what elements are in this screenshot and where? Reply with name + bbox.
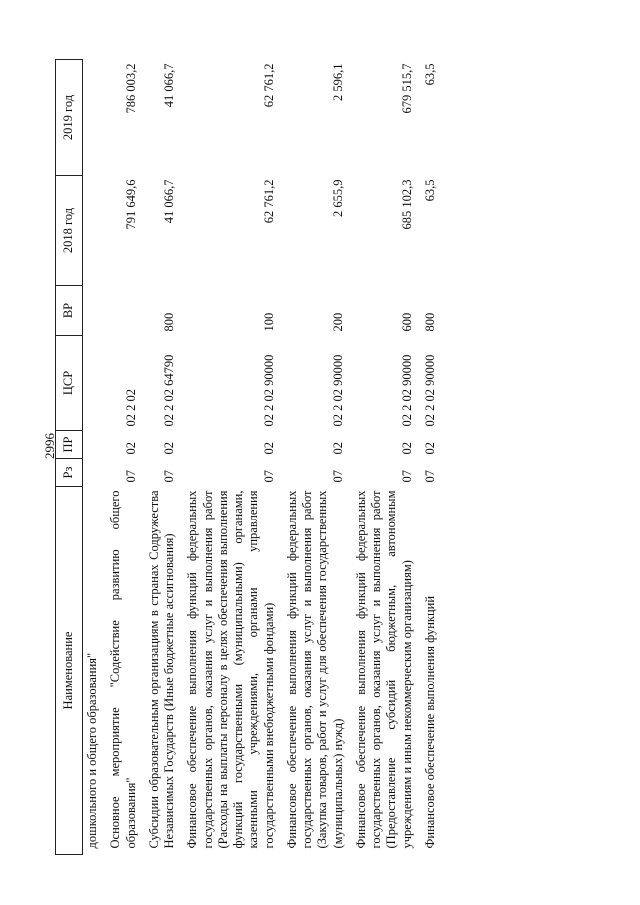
table-row (350, 60, 419, 855)
col-header-rz: Рз (56, 459, 83, 487)
cell-pr: 02 (330, 442, 345, 455)
cell-name: Основное мероприятие "Содействие развитию общего образования" (108, 490, 138, 849)
cell-name: Финансовое обеспечение выполнения функций федеральных государственных органов, оказания услуг и выполнения работ (Закупка товаров, работ и услуг для обеспечения государственных (муниципальных) нужд) (284, 490, 345, 849)
col-header-2019: 2019 год (56, 60, 83, 176)
table-row (281, 60, 350, 855)
cell-rz: 07 (399, 470, 414, 483)
budget-table (55, 59, 442, 855)
cell-2018: 685 102,3 (399, 179, 414, 230)
table-header (56, 60, 83, 855)
col-header-pr: ПР (56, 431, 83, 459)
cell-csr: 02 2 02 90000 (330, 354, 345, 427)
cell-pr: 02 (162, 442, 176, 455)
table-row (181, 60, 281, 855)
table-row (83, 60, 105, 855)
cell-rz: 07 (162, 470, 176, 483)
cell-vr: 200 (330, 312, 345, 332)
cell-vr: 800 (162, 312, 176, 332)
cell-2019: 41 066,7 (162, 63, 176, 108)
cell-2018: 2 655,9 (330, 179, 345, 217)
cell-vr: 800 (422, 312, 437, 332)
cell-csr: 02 2 02 90000 (399, 354, 414, 427)
cell-name: Финансовое обеспечение выполнения функций федеральных государственных органов, оказания услуг и выполнения работ (Расходы на выплаты персоналу в целях обеспечения выполнения функций государственными (муниципальными) органами, казенными учреждениями, органами управления государственными внебюджетными фондами) (185, 490, 276, 849)
cell-csr: 02 2 02 (123, 389, 138, 427)
cell-2019: 2 596,1 (330, 63, 345, 101)
cell-2018: 791 649,6 (123, 179, 138, 230)
cell-pr: 02 (123, 442, 138, 455)
cell-rz: 07 (123, 470, 138, 483)
cell-csr: 02 2 02 90000 (422, 354, 437, 427)
cell-csr: 02 2 02 64790 (162, 354, 176, 427)
col-header-2018: 2018 год (56, 176, 83, 286)
col-header-name: Наименование (56, 487, 83, 855)
cell-2018 (83, 176, 105, 286)
cell-2019: 63,5 (422, 63, 437, 86)
cell-2019: 786 003,2 (123, 63, 138, 114)
cell-rz: 07 (422, 470, 437, 483)
cell-pr (83, 431, 105, 459)
cell-name: Субсидии образовательным организациям в странах Содружества Независимых Государств (Иные бюджетные ассигнования) (146, 490, 176, 849)
cell-rz (83, 459, 105, 487)
cell-2018: 41 066,7 (162, 179, 176, 224)
rotated-table-container (55, 60, 595, 855)
cell-name: дошкольного и общего образования" (85, 652, 99, 849)
table-row (419, 60, 442, 855)
cell-pr: 02 (261, 442, 276, 455)
cell-2018: 63,5 (422, 179, 437, 202)
cell-rz: 07 (261, 470, 276, 483)
cell-vr: 100 (261, 312, 276, 332)
cell-2019: 62 761,2 (261, 63, 276, 108)
cell-name: Финансовое обеспечение выполнения функций федеральных государственных органов, оказания услуг и выполнения работ (Предоставление субсидий бюджетным, автономным учреждениям и иным некоммерческим организациям) (353, 490, 414, 849)
cell-vr (104, 286, 143, 336)
table-body (83, 60, 443, 855)
cell-2018: 62 761,2 (261, 179, 276, 224)
col-header-vr: ВР (56, 286, 83, 336)
cell-pr: 02 (399, 442, 414, 455)
cell-pr: 02 (422, 442, 437, 455)
cell-name: Финансовое обеспечение выполнения функций (422, 595, 437, 849)
cell-vr: 600 (399, 312, 414, 332)
cell-rz: 07 (330, 470, 345, 483)
cell-csr (83, 336, 105, 431)
table-row (143, 60, 182, 855)
cell-2019: 679 515,7 (399, 63, 414, 114)
cell-vr (83, 286, 105, 336)
cell-2019 (83, 60, 105, 176)
table-row (104, 60, 143, 855)
page-number: 2996 (42, 433, 57, 459)
col-header-csr: ЦСР (56, 336, 83, 431)
cell-csr: 02 2 02 90000 (261, 354, 276, 427)
